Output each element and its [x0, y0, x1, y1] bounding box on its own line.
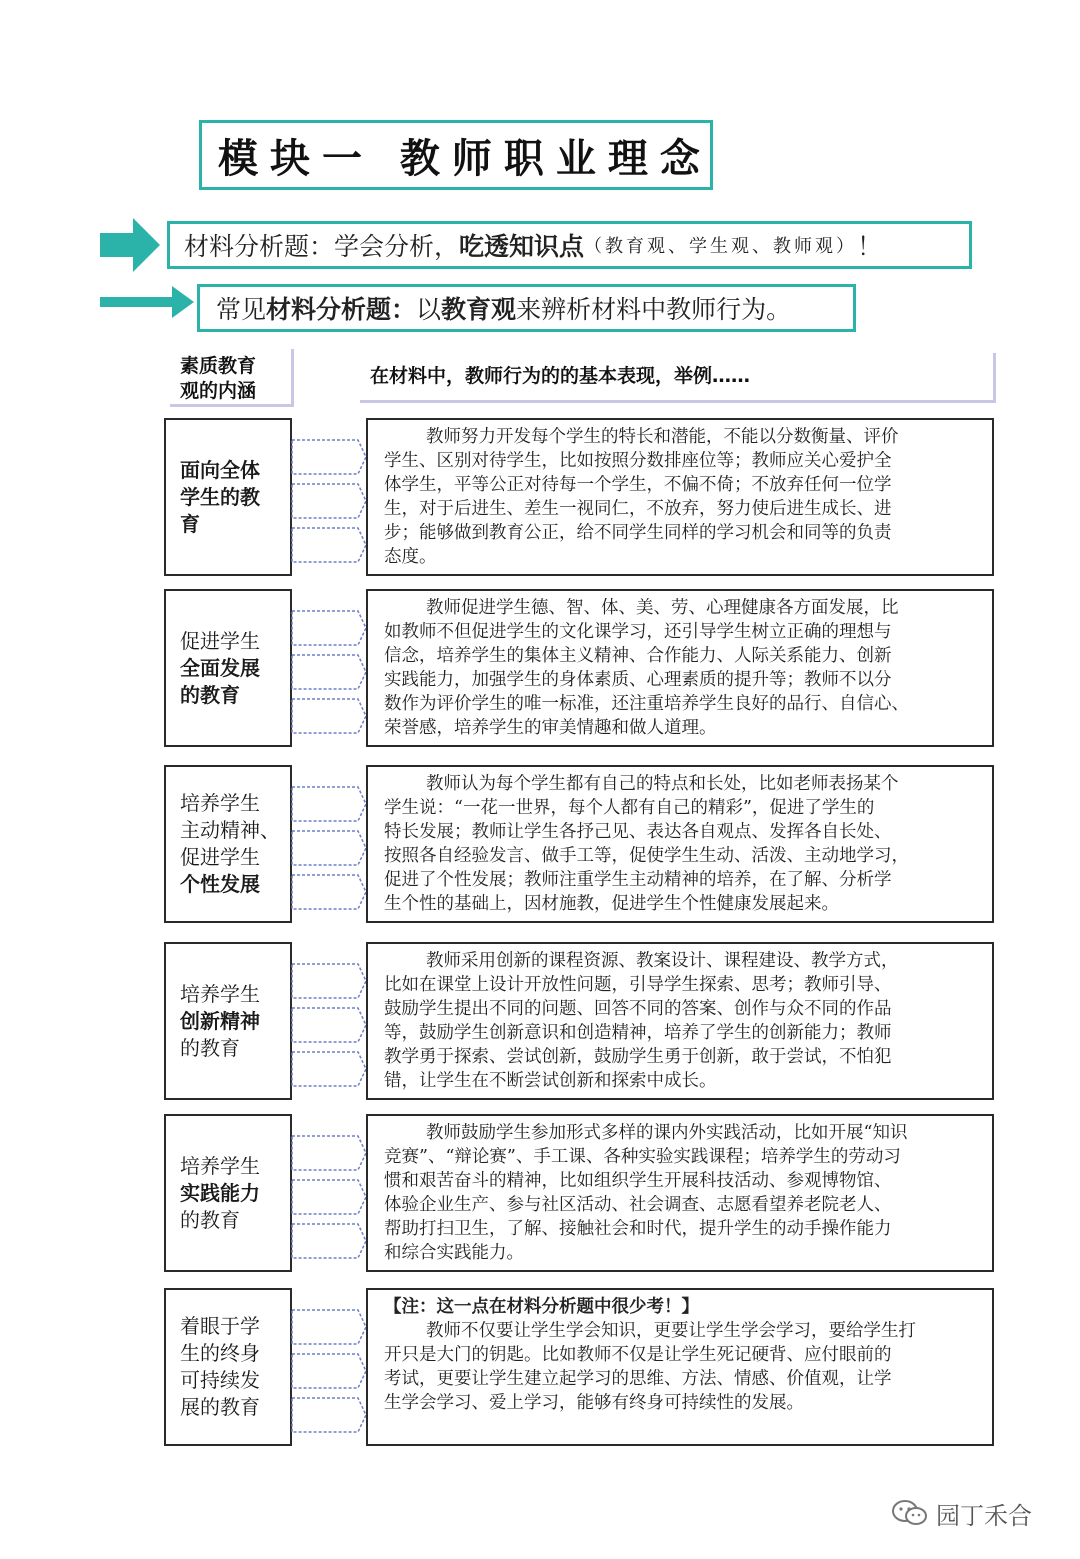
- row-label: [164, 1114, 292, 1272]
- row-description-line: 等，鼓励学生创新意识和创造精神，培养了学生的创新能力；教师: [384, 1023, 892, 1043]
- connector-tab: [292, 1398, 366, 1432]
- banner-material-analysis: [167, 221, 972, 269]
- row-label: [164, 418, 292, 576]
- row-description-line: 信念，培养学生的集体主义精神、合作能力、人际关系能力、创新: [384, 646, 892, 666]
- banner2-part1: 常见: [216, 295, 267, 324]
- row-label-line: 着眼于学: [180, 1314, 260, 1338]
- row-description-line: 按照各自经验发言、做手工等，促使学生生动、活泼、主动地学习，: [384, 846, 909, 866]
- row-description-line: [384, 425, 978, 449]
- row-description-line: 帮助打扫卫生，了解、接触社会和时代，提升学生的动手操作能力: [384, 1219, 892, 1239]
- row-description-line: 数作为评价学生的唯一标准，还注重培养学生良好的品行、自信心、: [384, 694, 909, 714]
- row-label-line: 个性发展: [180, 872, 260, 896]
- row-description-line: 生，对于后进生、差生一视同仁，不放弃，努力使后进生成长、进: [384, 499, 892, 519]
- connector-tab: [292, 1052, 366, 1086]
- row-label-line: 的教育: [180, 1035, 240, 1060]
- row-label-line: 的教育: [180, 1207, 240, 1232]
- row-description-line: 竞赛”、“辩论赛”、手工课、各种实验实践课程；培养学生的劳动习: [384, 1147, 901, 1167]
- connector-tab: [292, 1180, 366, 1214]
- connector-tab: [292, 1136, 366, 1170]
- row-description-line: 错，让学生在不断尝试创新和探索中成长。: [384, 1071, 717, 1091]
- row-note: 【注：这一点在材料分析题中很少考！】: [384, 1297, 699, 1317]
- row-label-line: 面向全体: [180, 457, 260, 482]
- row-description-line: 和综合实践能力。: [384, 1243, 524, 1263]
- header-teacher-behavior: 在材料中，教师行为的的基本表现，举例……: [360, 353, 996, 403]
- connector-tab: [292, 655, 366, 689]
- row-label: [164, 765, 292, 923]
- row-description: [366, 418, 994, 576]
- row-description-line: [384, 1121, 978, 1145]
- arrow-right-icon: [100, 284, 196, 320]
- row-description-line: 惯和艰苦奋斗的精神，比如组织学生开展科技活动、参观博物馆、: [384, 1171, 892, 1191]
- row-description-line: 学生说：“一花一世界，每个人都有自己的精彩”，促进了学生的: [384, 798, 875, 818]
- banner2-part2: 材料分析题：: [266, 295, 417, 324]
- connector-tab: [292, 440, 366, 474]
- connector-tab: [292, 964, 366, 998]
- row-description-text: 教师不仅要让学生学会知识，更要让学生学会学习，要给学生打: [426, 1321, 916, 1341]
- row-description-line: 特长发展；教师让学生各抒己见、表达各自观点、发挥各自长处、: [384, 822, 892, 842]
- wechat-icon: [890, 1498, 930, 1528]
- row-description: [366, 589, 994, 747]
- row-description-text: 教师采用创新的课程资源、教案设计、课程建设、教学方式，: [426, 951, 899, 971]
- row-description-line: 开只是大门的钥匙。比如教师不仅是让学生死记硬背、应付眼前的: [384, 1345, 892, 1365]
- banner1-part2: 吃透知识点: [459, 232, 585, 261]
- row-description-line: [384, 1319, 978, 1343]
- banner1-part4: ！: [857, 232, 883, 261]
- row-description-text: 教师认为每个学生都有自己的特点和长处，比如老师表扬某个: [426, 774, 899, 794]
- row-label-line: 可持续发: [180, 1368, 260, 1392]
- connector-tab: [292, 1224, 366, 1258]
- row-label-line: 展的教育: [180, 1395, 260, 1419]
- connector-tab: [292, 1310, 366, 1344]
- banner2-part4: 教育观: [441, 295, 517, 324]
- row-description-line: [384, 596, 978, 620]
- connector-tab: [292, 528, 366, 562]
- row-label-line: 的教育: [180, 682, 240, 707]
- row-description-line: 体学生，平等公正对待每一个学生，不偏不倚；不放弃任何一位学: [384, 475, 892, 495]
- row-description-line: 步；能够做到教育公正，给不同学生同样的学习机会和同等的负责: [384, 523, 892, 543]
- row-description-text: 教师促进学生德、智、体、美、劳、心理健康各方面发展，比: [426, 598, 899, 618]
- row-label-line: 培养学生: [180, 791, 260, 815]
- header-connotation: [170, 349, 294, 407]
- connector-tabs: [290, 942, 370, 1100]
- row-label-line: 培养学生: [180, 981, 260, 1006]
- connector-tab: [292, 1354, 366, 1388]
- connector-tabs: [290, 765, 370, 923]
- banner1-part1: 材料分析题：学会分析，: [184, 232, 460, 261]
- arrow-right-icon: [100, 216, 162, 274]
- connector-tabs: [290, 418, 370, 576]
- row-description: [366, 942, 994, 1100]
- row-description-line: 促进了个性发展；教师注重学生主动精神的培养，在了解、分析学: [384, 870, 892, 890]
- row-description-line: [384, 772, 978, 796]
- row-description-line: 生学会学习、爱上学习，能够有终身可持续性的发展。: [384, 1393, 804, 1413]
- row-label-line: 促进学生: [180, 845, 260, 869]
- row-description-line: 荣誉感，培养学生的审美情趣和做人道理。: [384, 718, 717, 738]
- row-description-line: 实践能力，加强学生的身体素质、心理素质的提升等；教师不以分: [384, 670, 892, 690]
- module-title: 模块一 教师职业理念: [199, 120, 713, 190]
- banner2-part3: 以: [416, 295, 442, 324]
- connector-tab: [292, 699, 366, 733]
- row-label-line: 全面发展: [180, 655, 260, 680]
- row-label-line: 育: [180, 511, 200, 536]
- row-description-line: 体验企业生产、参与社区活动、社会调查、志愿看望养老院老人、: [384, 1195, 892, 1215]
- row-label: [164, 589, 292, 747]
- row-description-text: 教师努力开发每个学生的特长和潜能，不能以分数衡量、评价: [426, 427, 899, 447]
- connector-tabs: [290, 589, 370, 747]
- row-label-line: 促进学生: [180, 628, 260, 653]
- row-label-line: 创新精神: [180, 1008, 260, 1033]
- connector-tabs: [290, 1114, 370, 1272]
- connector-tab: [292, 875, 366, 909]
- row-description-line: 教学勇于探索、尝试创新，鼓励学生勇于创新，敢于尝试，不怕犯: [384, 1047, 892, 1067]
- header-left-line: 观的内涵: [180, 380, 257, 402]
- row-label-line: 实践能力: [180, 1180, 260, 1205]
- header-left-line: 素质教育: [180, 355, 257, 377]
- row-description-text: 教师鼓励学生参加形式多样的课内外实践活动，比如开展“知识: [426, 1123, 908, 1143]
- row-description: [366, 1288, 994, 1446]
- row-description-line: [384, 949, 978, 973]
- row-label-line: 培养学生: [180, 1153, 260, 1178]
- connector-tab: [292, 484, 366, 518]
- connector-tab: [292, 611, 366, 645]
- footer-watermark: [890, 1495, 1060, 1531]
- connector-tab: [292, 787, 366, 821]
- row-description-line: 鼓励学生提出不同的问题、回答不同的答案、创作与众不同的作品: [384, 999, 892, 1019]
- footer-label: 园丁禾合: [936, 1501, 1032, 1530]
- row-description-line: 比如在课堂上设计开放性问题，引导学生探索、思考；教师引导、: [384, 975, 892, 995]
- connector-tabs: [290, 1288, 370, 1446]
- connector-tab: [292, 831, 366, 865]
- row-label: [164, 942, 292, 1100]
- row-description-line: 生个性的基础上，因材施教，促进学生个性健康发展起来。: [384, 894, 839, 914]
- row-description-line: 态度。: [384, 547, 437, 567]
- banner2-part5: 来辨析材料中教师行为。: [516, 295, 792, 324]
- row-description-line: 考试，更要让学生建立起学习的思维、方法、情感、价值观，让学: [384, 1369, 892, 1389]
- banner1-part3: （教育观、学生观、教师观）: [584, 236, 858, 257]
- row-label: [164, 1288, 292, 1446]
- row-description: [366, 1114, 994, 1272]
- row-description-line: 学生、区别对待学生，比如按照分数排座位等；教师应关心爱护全: [384, 451, 892, 471]
- row-description-line: 如教师不但促进学生的文化课学习，还引导学生树立正确的理想与: [384, 622, 892, 642]
- banner-common-question: [197, 284, 856, 332]
- row-label-line: 学生的教: [180, 484, 260, 509]
- connector-tab: [292, 1008, 366, 1042]
- row-description: [366, 765, 994, 923]
- row-label-line: 生的终身: [180, 1341, 260, 1365]
- row-label-line: 主动精神、: [180, 818, 280, 842]
